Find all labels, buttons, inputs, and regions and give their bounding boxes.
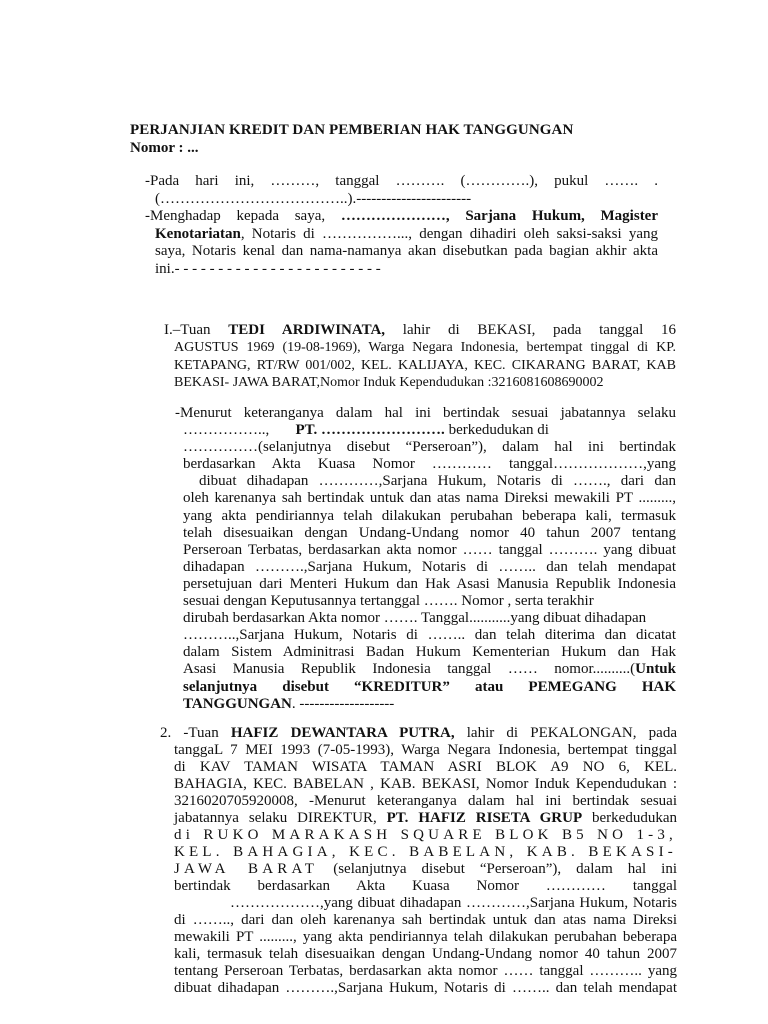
body-bold: TANGGUNGAN bbox=[183, 695, 292, 712]
body-line: berdasarkan Akta Kuasa Nomor ………… tanggal………………,yang bbox=[183, 456, 676, 473]
intro-text: -Menghadap kepada saya, bbox=[145, 208, 341, 225]
body-line bbox=[175, 661, 676, 678]
body-line: telah disesuaikan dengan Undang-Undang nomor 40 tahun 2007 tentang bbox=[183, 524, 676, 541]
document-number: Nomor : ... bbox=[130, 140, 199, 156]
body-text: …………….., bbox=[183, 422, 270, 439]
intro-paragraph bbox=[145, 173, 658, 279]
party-text: JAWA BARAT bbox=[174, 861, 319, 877]
body-line: sesuai dengan Keputusannya tertanggal ……. Nomor , serta terakhir bbox=[183, 593, 594, 610]
body-text: berkedudukan di bbox=[444, 422, 549, 439]
party-line: 321602070592000​8, -Menurut keteranganya dalam hal ini bertindak sesuai bbox=[174, 793, 677, 809]
intro-line bbox=[145, 208, 658, 226]
body-line: dirubah berdasarkan Akta nomor ……. Tanggal...........yang dibuat dihadapan bbox=[183, 610, 647, 627]
party-line bbox=[160, 725, 677, 742]
party-text: lahir di BEKASI, pada tanggal 16 bbox=[385, 322, 676, 338]
body-bold: selanjutnya disebut “KREDITUR” atau PEMEGANG HAK bbox=[183, 678, 676, 695]
party-text: berkedudukan bbox=[582, 810, 677, 826]
body-line: dihadapan ……….,Sarjana Hukum, Notaris di …….. dan telah mendapat bbox=[183, 558, 676, 575]
party-2-section bbox=[160, 725, 677, 997]
company-name: PT. HAFIZ RISETA GRUP bbox=[386, 810, 583, 826]
intro-line: saya, Notaris kenal dan nama-namanya akan disebutkan pada bagian akhir akta bbox=[155, 243, 658, 260]
party-line: tentang Perseroan Terbatas, berdasarkan akta nomor …… tanggal ……….. yang bbox=[174, 963, 677, 979]
body-line: dalam Sistem Adminitrasi Badan Hukum Kementerian Hukum dan Hak bbox=[183, 644, 676, 661]
party-line: BAHAGIA, KEC. BABELAN , KAB. BEKASI, Nomor Induk Kependudukan : bbox=[174, 776, 677, 792]
party-line: ………………,yang dibuat dihadapan …………,Sarjana Hukum, Notaris bbox=[230, 895, 677, 911]
party-name: TEDI ARDIWINATA, bbox=[228, 322, 386, 338]
body-line: oleh karenanya sah bertindak untuk dan atas nama Direksi mewakili PT ........., bbox=[183, 490, 676, 507]
party-line: AGUSTUS 1969 (19-08-1969), Warga Negara Indonesia, bertempat tinggal di KP. bbox=[174, 340, 676, 356]
party-line: BEKASI- JAWA BARAT,Nomor Induk Kependudukan :3216081608690002 bbox=[174, 375, 604, 391]
document-title: PERJANJIAN KREDIT DAN PEMBERIAN HAK TANGGUNGAN bbox=[130, 122, 574, 138]
party-1-capacity bbox=[175, 405, 676, 713]
party-line bbox=[160, 861, 677, 878]
notary-name: …………………, Sarjana Hukum, Magister bbox=[340, 208, 658, 225]
notary-title: Kenotariatan bbox=[155, 225, 241, 242]
body-line: yang akta pendiriannya telah dilakukan perubahan beberapa kali, termasuk bbox=[183, 507, 676, 524]
party-line: bertindak berdasarkan Akta Kuasa Nomor ………… tanggal bbox=[174, 878, 677, 894]
body-line: ………..,Sarjana Hukum, Notaris di …….. dan telah diterima dan dicatat bbox=[183, 627, 676, 644]
body-line: dibuat dihadapan …………,Sarjana Hukum, Notaris di ……., dari dan bbox=[199, 473, 676, 490]
party-line: KEL. BAHAGIA, KEC. BABELAN, KAB. BEKASI- bbox=[174, 844, 677, 860]
party-text: jabatannya selaku DIREKTUR, bbox=[174, 810, 387, 826]
party-text: lahir di PEKALONGAN, pada bbox=[454, 725, 677, 741]
party-line: dibuat dihadapan ……….,Sarjana Hukum, Notaris di …….. dan telah mendapat bbox=[174, 980, 677, 996]
body-line: -Menurut keteranganya dalam hal ini bertindak sesuai jabatannya selaku bbox=[175, 405, 676, 421]
party-line: di KAV TAMAN WISATA TAMAN ASRI BLOK A9 NO 6, KEL. bbox=[174, 759, 677, 775]
intro-line: (………………………………..).----------------------- bbox=[155, 190, 472, 207]
intro-line: ini.- - - - - - - - - - - - - - - - - - - - - - - - bbox=[155, 260, 381, 277]
party-1-header bbox=[164, 322, 676, 392]
party-line: di RUKO MARAKASH SQUARE BLOK B5 NO 1-3, bbox=[174, 827, 677, 843]
party-line: tanggaL 7 MEI 1993 (7-05-1993), Warga Negara Indonesia, bertempat tinggal bbox=[174, 742, 677, 758]
party-prefix: I.–Tuan bbox=[164, 322, 229, 338]
body-line bbox=[175, 679, 676, 696]
party-line: KETAPANG, RT/RW 001/002, KEL. KALIJAYA, KEC. CIKARANG BARAT, KAB bbox=[174, 357, 676, 373]
body-bold: Untuk bbox=[635, 661, 676, 678]
party-line: kali, termasuk telah disesuaikan dengan Undang-Undang nomor 40 tahun 2007 bbox=[174, 946, 677, 962]
party-line: di …….., dari dan oleh karenanya sah bertindak untuk dan atas nama Direksi bbox=[174, 912, 677, 928]
party-text: (selanjutnya disebut “Perseroan”), dalam hal ini bbox=[318, 861, 677, 877]
party-prefix: 2. -Tuan bbox=[160, 725, 231, 741]
party-name: HAFIZ DEWANTARA PUTRA, bbox=[230, 725, 455, 741]
party-line bbox=[160, 810, 677, 827]
intro-text: , Notaris di ……………..., dengan dihadiri oleh saksi-saksi yang bbox=[240, 225, 658, 242]
intro-line: -Pada hari ini, ………, tanggal ………. (………….), pukul ……. . bbox=[145, 173, 658, 189]
body-line: persetujuan dari Menteri Hukum dan Hak Asasi Manusia Republik Indonesia bbox=[183, 575, 676, 592]
body-line: ……………(selanjutnya disebut “Perseroan”), dalam hal ini bertindak bbox=[183, 439, 676, 456]
company-name: PT. ……………………. bbox=[295, 422, 445, 439]
body-line bbox=[175, 422, 676, 439]
intro-line bbox=[145, 226, 658, 244]
body-line bbox=[175, 696, 676, 713]
party-line: mewakili PT ........., yang akta pendiriannya telah dilakukan perubahan beberapa bbox=[174, 929, 677, 945]
party-line bbox=[164, 322, 676, 339]
body-text: Asasi Manusia Republik Indonesia tanggal …… nomor..........( bbox=[183, 661, 636, 678]
body-text: . ------------------- bbox=[291, 695, 395, 712]
body-line: Perseroan Terbatas, berdasarkan akta nomor …… tanggal ………. yang dibuat bbox=[183, 541, 676, 558]
